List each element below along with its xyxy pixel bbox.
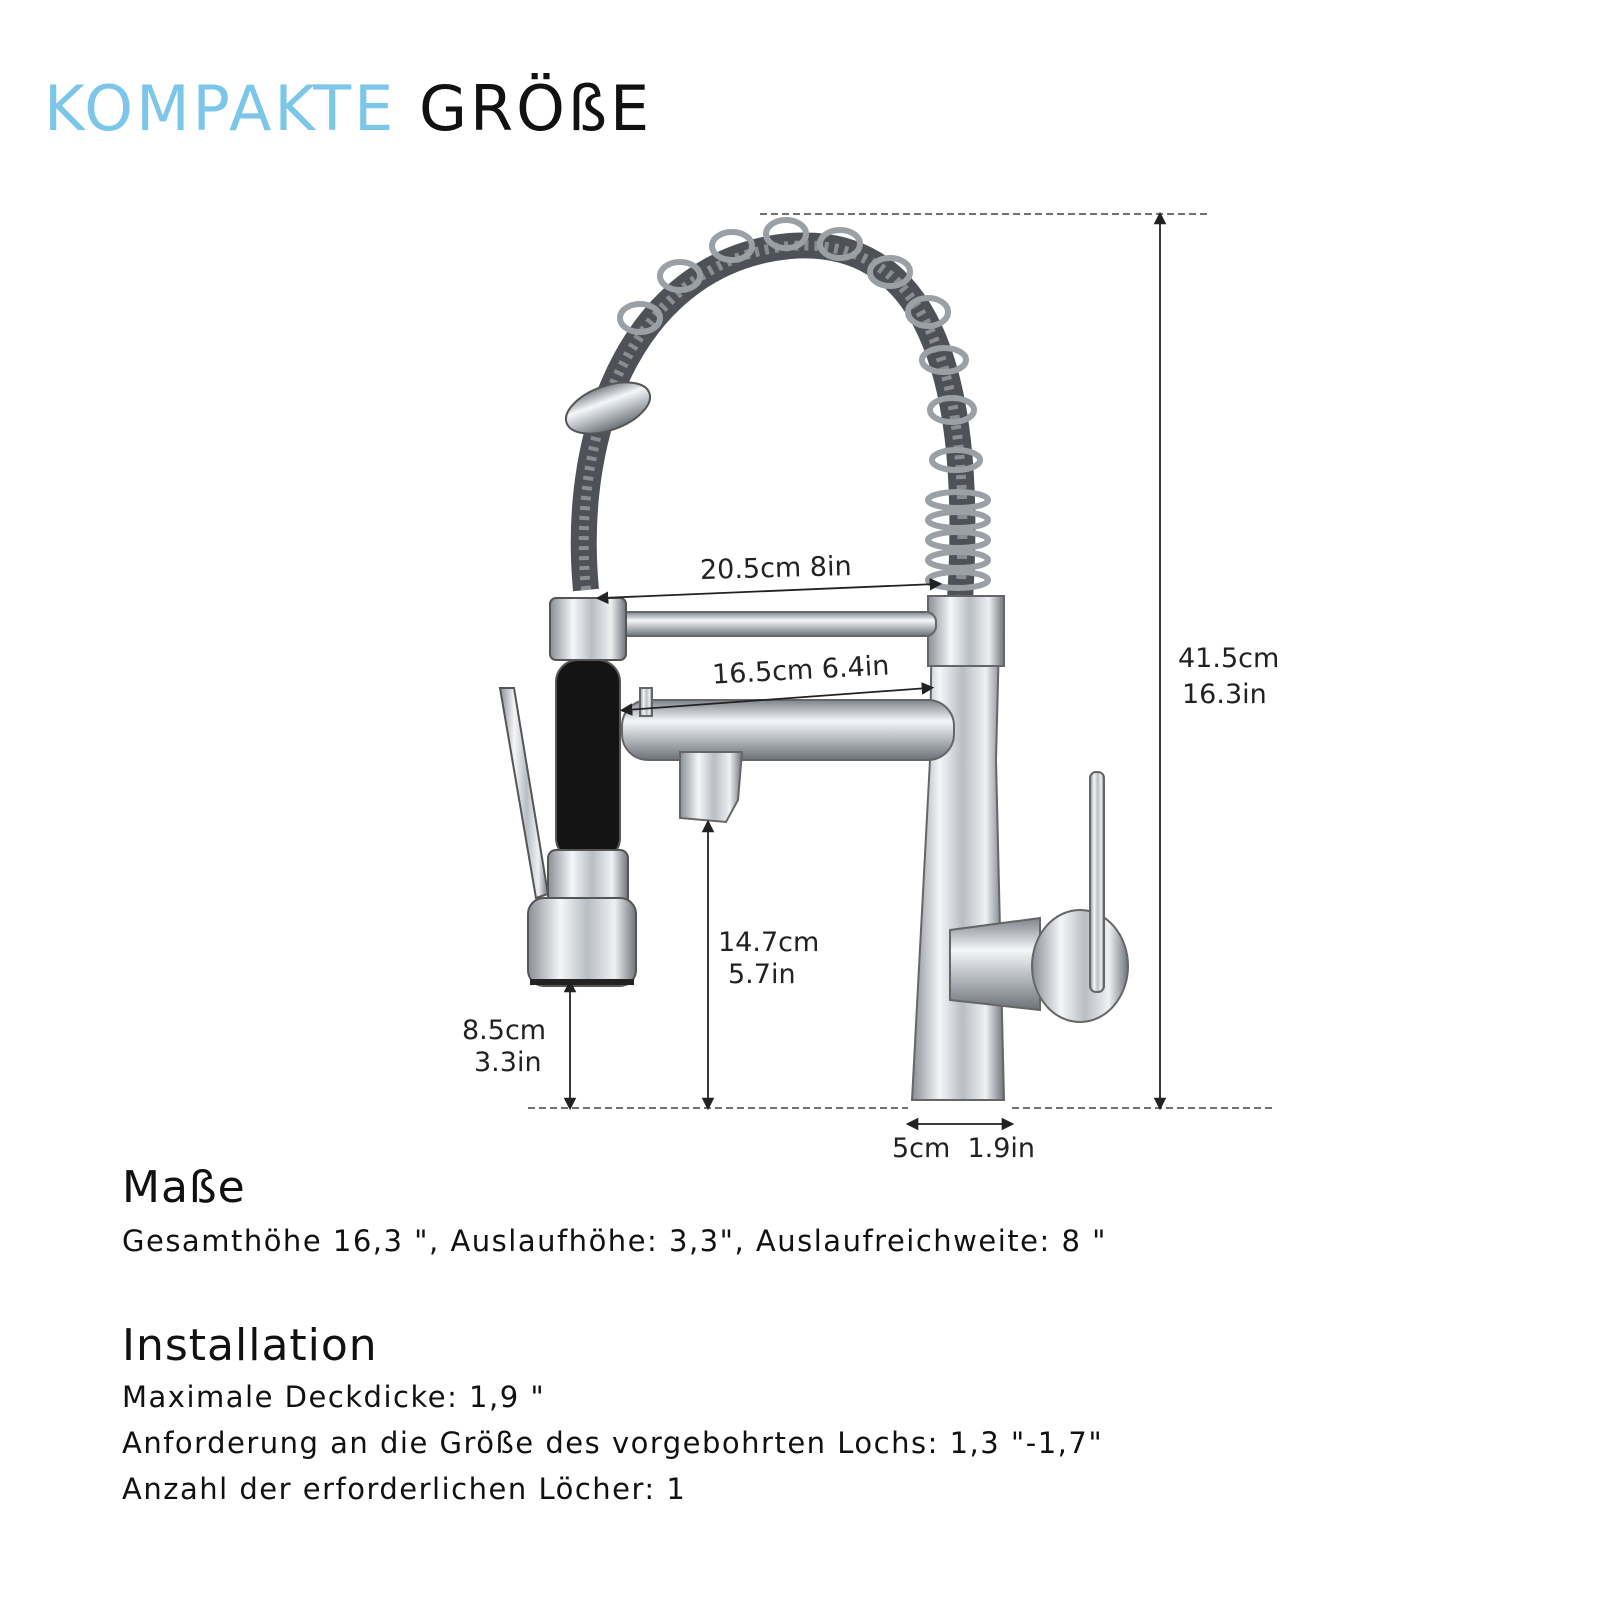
sprayer-holder-icon <box>500 598 636 986</box>
total-height-cm-label: 41.5cm <box>1178 643 1280 674</box>
title-rest: GRÖßE <box>419 72 653 145</box>
spout-height-in-label: 5.7in <box>728 959 796 990</box>
sprayer-height-cm-label: 8.5cm <box>462 1015 547 1046</box>
total-height-in-label: 16.3in <box>1182 679 1267 710</box>
spout-icon <box>622 688 954 822</box>
sprayer-height-in-label: 3.3in <box>474 1047 542 1078</box>
hose-arch-icon <box>584 245 963 600</box>
masse-heading: Maße <box>122 1162 246 1213</box>
lower-reach-label: 16.5cm 6.4in <box>711 650 891 691</box>
spout-height-cm-label: 14.7cm <box>718 927 820 958</box>
spring-coil-icon <box>620 220 988 588</box>
installation-heading: Installation <box>122 1320 378 1371</box>
faucet-body-icon <box>912 596 1128 1100</box>
title-accent: KOMPAKTE <box>44 72 397 145</box>
installation-line-hole-size: Anforderung an die Größe des vorgebohrten Lochs: 1,3 "-1,7" <box>122 1426 1104 1460</box>
masse-text: Gesamthöhe 16,3 ", Auslaufhöhe: 3,3", Auslaufreichweite: 8 " <box>122 1224 1107 1258</box>
installation-line-deck: Maximale Deckdicke: 1,9 " <box>122 1380 546 1414</box>
installation-line-hole-count: Anzahl der erforderlichen Löcher: 1 <box>122 1472 687 1506</box>
base-width-label: 5cm 1.9in <box>892 1133 1036 1164</box>
upper-reach-label: 20.5cm 8in <box>699 551 853 586</box>
upper-arm-icon <box>618 612 936 636</box>
